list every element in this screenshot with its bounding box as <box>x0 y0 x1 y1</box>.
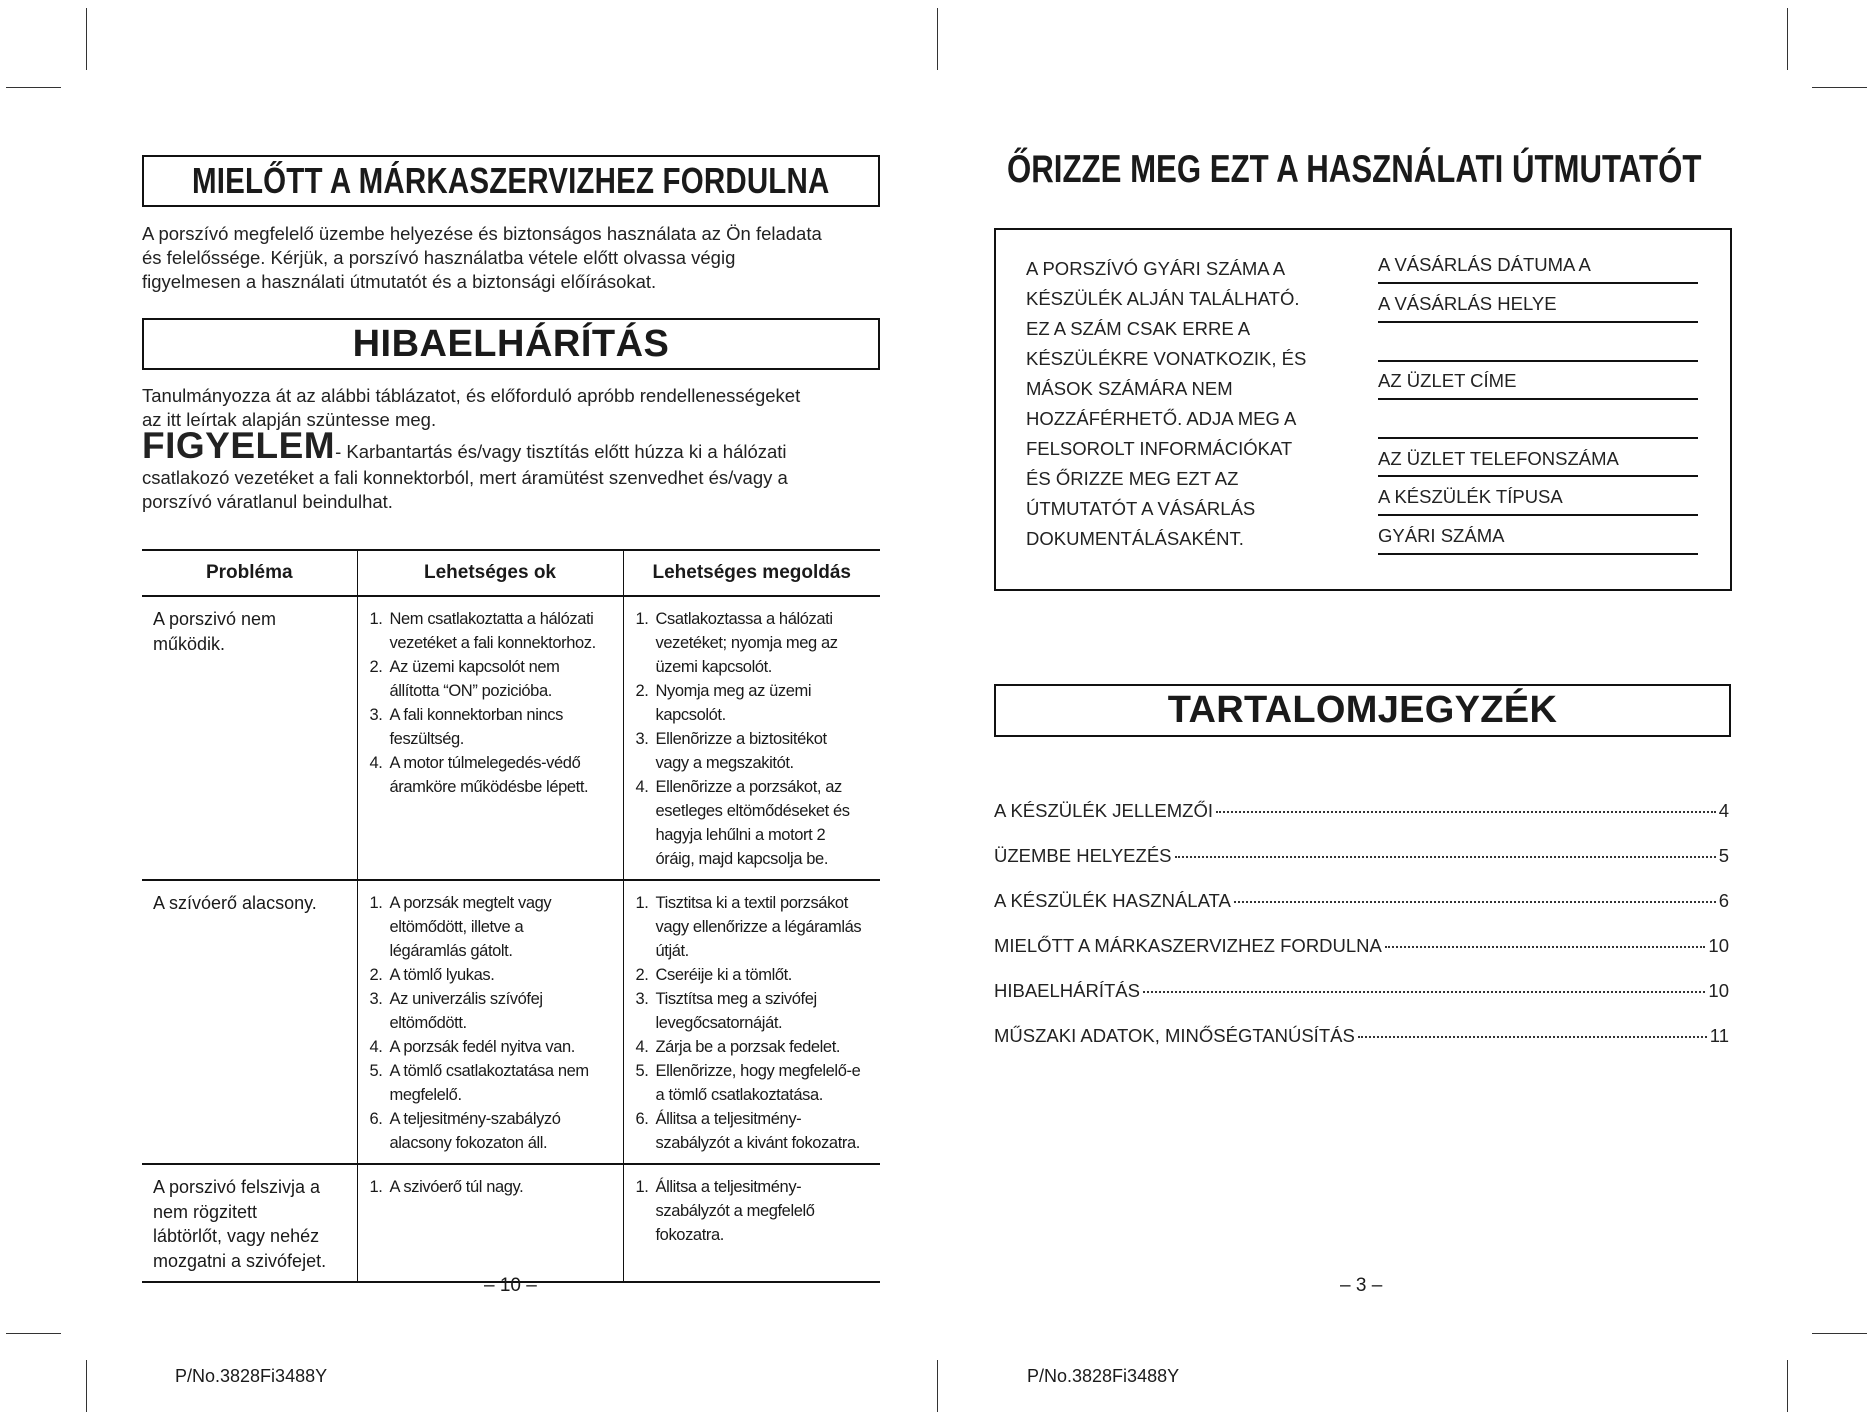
cause-item <box>368 607 617 655</box>
solution-item <box>634 607 875 679</box>
item-number: 4. <box>635 778 649 796</box>
info-line: A PORSZÍVÓ GYÁRI SZÁMA A <box>1026 258 1286 279</box>
toc-leader-dots <box>1358 1036 1707 1038</box>
item-line: óráig, majd kapcsolja be. <box>655 850 829 868</box>
solution-cell <box>623 596 880 880</box>
problem-line: A szívóerő alacsony. <box>153 893 317 913</box>
item-line: vezetéket a fali konnektorhoz. <box>389 634 596 652</box>
item-line: Tisztítsa meg a szivófej <box>655 990 817 1008</box>
item-line: eltömődött, illetve a <box>389 918 524 936</box>
item-line: A teljesitmény-szabályzó <box>389 1110 561 1128</box>
part-number: P/No.3828Fi3488Y <box>175 1366 328 1386</box>
info-line: ÚTMUTATÓT A VÁSÁRLÁS <box>1026 498 1256 519</box>
toc-entry[interactable] <box>994 845 1729 867</box>
item-number: 2. <box>369 658 383 676</box>
solution-cell <box>623 1164 880 1282</box>
crop-mark <box>6 87 61 88</box>
item-number: 3. <box>635 990 649 1008</box>
item-line: áramköre működésbe lépett. <box>389 778 589 796</box>
toc-entry-label: MIELŐTT A MÁRKASZERVIZHEZ FORDULNA <box>994 935 1382 956</box>
item-line: szabályzót a kivánt fokozatra. <box>655 1134 860 1152</box>
table-header-row <box>142 550 880 596</box>
item-line: Nyomja meg az üzemi <box>655 682 812 700</box>
item-line: Ellenõrizze, hogy megfelelő-e <box>655 1062 861 1080</box>
item-line: vezetéket; nyomja meg az <box>655 634 838 652</box>
toc-title-text: TARTALOMJEGYZÉK <box>1167 689 1558 731</box>
item-line: A tömlő lyukas. <box>389 966 495 984</box>
warning-line: porszívó váratlanul beindulhat. <box>142 491 393 512</box>
page-number: – 10 – <box>484 1275 537 1296</box>
item-line: Tisztitsa ki a textil porzsákot <box>655 894 848 912</box>
study-line: az itt leírtak alapján szüntesse meg. <box>142 409 437 430</box>
item-number: 4. <box>635 1038 649 1056</box>
field-underline <box>1378 282 1698 284</box>
item-line: Az üzemi kapcsolót nem <box>389 658 560 676</box>
table-row <box>142 1164 880 1282</box>
info-line: ÉS ŐRIZZE MEG EZT AZ <box>1026 468 1239 489</box>
toc-entry-label: MŰSZAKI ADATOK, MINŐSÉGTANÚSÍTÁS <box>994 1025 1355 1046</box>
info-line: MÁSOK SZÁMÁRA NEM <box>1026 378 1233 399</box>
item-line: Ellenõrizze a biztositékot <box>655 730 827 748</box>
toc-leader-dots <box>1175 856 1716 858</box>
part-number: P/No.3828Fi3488Y <box>1027 1366 1180 1386</box>
item-line: a tömlő csatlakoztatása. <box>655 1086 823 1104</box>
info-line: KÉSZÜLÉK ALJÁN TALÁLHATÓ. <box>1026 288 1300 309</box>
toc-entry-page: 11 <box>1709 1025 1729 1046</box>
toc-leader-dots <box>1234 901 1716 903</box>
warning-line: csatlakozó vezetéket a fali konnektorból, mert áramütést szenvedhet és/vagy a <box>142 467 788 488</box>
item-number: 4. <box>369 1038 383 1056</box>
toc-entry[interactable] <box>994 1025 1729 1047</box>
intro-line: figyelmesen a használati útmutatót és a biztonsági előírásokat. <box>142 271 657 292</box>
item-line: Cseréije ki a tömlőt. <box>655 966 792 984</box>
cause-item <box>368 891 617 963</box>
cause-item <box>368 1035 617 1059</box>
cause-item <box>368 1107 617 1155</box>
crop-mark <box>6 1333 61 1334</box>
info-line: EZ A SZÁM CSAK ERRE A <box>1026 318 1251 339</box>
field-underline <box>1378 360 1698 362</box>
item-line: állította “ON” pozicióba. <box>389 682 552 700</box>
cause-item <box>368 703 617 751</box>
crop-mark <box>1812 87 1867 88</box>
item-number: 6. <box>635 1110 649 1128</box>
item-line: Állitsa a teljesitmény- <box>655 1178 802 1196</box>
item-line: A fali konnektorban nincs <box>389 706 563 724</box>
crop-mark <box>86 1360 87 1412</box>
field-underline <box>1378 437 1698 439</box>
problem-line: nem rögzitett <box>153 1201 258 1222</box>
item-number: 2. <box>369 966 383 984</box>
solution-item <box>634 679 875 727</box>
item-line: levegőcsatornáját. <box>655 1014 783 1032</box>
solution-item <box>634 1175 875 1247</box>
info-line: KÉSZÜLÉKRE VONATKOZIK, ÉS <box>1026 348 1307 369</box>
study-line: Tanulmányozza át az alábbi táblázatot, és előforduló apróbb rendellenességeket <box>142 385 801 406</box>
item-line: Az univerzális szívófej <box>389 990 543 1008</box>
info-text <box>1026 254 1306 554</box>
cause-item <box>368 751 617 799</box>
item-number: 4. <box>369 754 383 772</box>
section-title-text: HIBAELHÁRÍTÁS <box>352 322 670 365</box>
solution-item <box>634 891 875 963</box>
item-number: 1. <box>369 894 383 912</box>
solution-item <box>634 727 875 775</box>
cause-item <box>368 1175 617 1199</box>
problem-line: mozgatni a szivófejet. <box>153 1250 327 1271</box>
toc-leader-dots <box>1216 811 1716 813</box>
toc-entry-label: A KÉSZÜLÉK JELLEMZŐI <box>994 800 1213 821</box>
item-line: Zárja be a porzsak fedelet. <box>655 1038 841 1056</box>
intro-paragraph <box>142 222 822 294</box>
purchase-date-field: A VÁSÁRLÁS DÁTUMA A <box>1378 254 1591 275</box>
cause-cell <box>357 1164 623 1282</box>
crop-mark <box>1812 1333 1867 1334</box>
item-line: Ellenõrizze a porzsákot, az <box>655 778 842 796</box>
shop-phone-field: AZ ÜZLET TELEFONSZÁMA <box>1378 448 1619 469</box>
item-number: 1. <box>369 1178 383 1196</box>
item-line: kapcsolót. <box>655 706 726 724</box>
toc-entry[interactable] <box>994 935 1729 957</box>
item-line: útját. <box>655 942 689 960</box>
solution-item <box>634 987 875 1035</box>
item-number: 3. <box>635 730 649 748</box>
item-line: A porzsák fedél nyitva van. <box>389 1038 575 1056</box>
toc-entry-page: 10 <box>1708 980 1729 1001</box>
item-number: 1. <box>369 610 383 628</box>
item-line: alacsony fokozaton áll. <box>389 1134 548 1152</box>
item-line: vagy a megszakitót. <box>655 754 794 772</box>
problem-cell <box>142 596 357 880</box>
item-number: 5. <box>369 1062 383 1080</box>
toc-entry[interactable] <box>994 980 1729 1002</box>
crop-mark <box>937 8 938 70</box>
item-line: feszültség. <box>389 730 464 748</box>
toc-entry-label: HIBAELHÁRÍTÁS <box>994 980 1140 1001</box>
purchase-place-field: A VÁSÁRLÁS HELYE <box>1378 293 1557 314</box>
item-line: Állitsa a teljesitmény- <box>655 1110 802 1128</box>
problem-line: A porszivó felszivja a <box>153 1177 321 1197</box>
field-underline <box>1378 321 1698 323</box>
cause-cell <box>357 596 623 880</box>
field-underline <box>1378 398 1698 400</box>
solution-item <box>634 1059 875 1107</box>
item-line: üzemi kapcsolót. <box>655 658 772 676</box>
intro-line: A porszívó megfelelő üzembe helyezése és biztonságos használata az Ön feladata <box>142 223 822 244</box>
solution-item <box>634 775 875 871</box>
item-line: szabályzót a megfelelő <box>655 1202 815 1220</box>
column-header: Lehetséges ok <box>357 550 623 596</box>
toc-entry-page: 6 <box>1718 890 1729 911</box>
item-line: esetleges eltömődéseket és <box>655 802 850 820</box>
right-page-title <box>1007 148 1871 192</box>
item-line: A porzsák megtelt vagy <box>389 894 552 912</box>
item-line: megfelelő. <box>389 1086 462 1104</box>
crop-mark <box>86 8 87 70</box>
page-number: – 3 – <box>1340 1275 1383 1296</box>
cause-item <box>368 963 617 987</box>
problem-cell <box>142 1164 357 1282</box>
item-line: Csatlakoztassa a hálózati <box>655 610 833 628</box>
crop-mark <box>937 1360 938 1412</box>
toc-leader-dots <box>1143 991 1705 993</box>
item-number: 1. <box>635 1178 649 1196</box>
problem-line: működik. <box>153 633 226 654</box>
column-header: Probléma <box>142 550 357 596</box>
column-header: Lehetséges megoldás <box>623 550 880 596</box>
toc-title <box>994 684 1731 737</box>
item-number: 5. <box>635 1062 649 1080</box>
item-line: fokozatra. <box>655 1226 724 1244</box>
crop-mark <box>1787 8 1788 70</box>
cause-item <box>368 655 617 703</box>
toc-leader-dots <box>1385 946 1706 948</box>
problem-cell <box>142 880 357 1164</box>
intro-line: és felelőssége. Kérjük, a porszívó használatba vétele előtt olvassa végig <box>142 247 736 268</box>
item-line: vagy ellenőrizze a légáramlás <box>655 918 862 936</box>
page-title <box>142 155 880 207</box>
right-page-title-text: ŐRIZZE MEG EZT A HASZNÁLATI ÚTMUTATÓT <box>1007 148 1702 191</box>
item-number: 3. <box>369 990 383 1008</box>
item-line: légáramlás gátolt. <box>389 942 513 960</box>
toc-entry-label: A KÉSZÜLÉK HASZNÁLATA <box>994 890 1231 911</box>
item-line: Nem csatlakoztatta a hálózati <box>389 610 594 628</box>
table-row <box>142 596 880 880</box>
field-underline <box>1378 553 1698 555</box>
item-line: hagyja lehűlni a motort 2 <box>655 826 826 844</box>
crop-mark <box>1787 1360 1788 1412</box>
field-underline <box>1378 514 1698 516</box>
warning-label: FIGYELEM <box>142 425 336 466</box>
toc-entry-page: 4 <box>1718 800 1729 821</box>
info-line: DOKUMENTÁLÁSAKÉNT. <box>1026 528 1244 549</box>
cause-cell <box>357 880 623 1164</box>
table-row <box>142 880 880 1164</box>
item-line: A tömlő csatlakoztatása nem <box>389 1062 589 1080</box>
info-line: HOZZÁFÉRHETŐ. ADJA MEG A <box>1026 408 1297 429</box>
field-underline <box>1378 475 1698 477</box>
item-number: 3. <box>369 706 383 724</box>
item-number: 2. <box>635 682 649 700</box>
item-number: 6. <box>369 1110 383 1128</box>
item-number: 1. <box>635 894 649 912</box>
solution-item <box>634 963 875 987</box>
page-title-text: MIELŐTT A MÁRKASZERVIZHEZ FORDULNA <box>192 160 830 201</box>
toc-entry[interactable] <box>994 800 1729 822</box>
item-line: A szivóerő túl nagy. <box>389 1178 524 1196</box>
section-title <box>142 318 880 370</box>
problem-line: lábtörlőt, vagy nehéz <box>153 1226 320 1246</box>
serial-number-field: GYÁRI SZÁMA <box>1378 525 1505 546</box>
toc-entry-label: ÜZEMBE HELYEZÉS <box>994 845 1172 866</box>
item-number: 1. <box>635 610 649 628</box>
shop-address-field: AZ ÜZLET CÍME <box>1378 370 1517 391</box>
cause-item <box>368 987 617 1035</box>
solution-cell <box>623 880 880 1164</box>
model-field: A KÉSZÜLÉK TÍPUSA <box>1378 486 1563 507</box>
info-line: FELSOROLT INFORMÁCIÓKAT <box>1026 438 1293 459</box>
item-line: eltömődött. <box>389 1014 467 1032</box>
toc-entry[interactable] <box>994 890 1729 912</box>
cause-item <box>368 1059 617 1107</box>
warning-first-line: - Karbantartás és/vagy tisztítás előtt húzza ki a hálózati <box>335 441 787 462</box>
solution-item <box>634 1107 875 1155</box>
item-number: 2. <box>635 966 649 984</box>
warning-paragraph <box>142 425 788 514</box>
problem-line: A porszivó nem <box>153 609 277 629</box>
item-line: A motor túlmelegedés-védő <box>389 754 581 772</box>
toc-entry-page: 5 <box>1718 845 1729 866</box>
solution-item <box>634 1035 875 1059</box>
troubleshooting-table <box>142 549 880 1283</box>
toc-entry-page: 10 <box>1708 935 1729 956</box>
